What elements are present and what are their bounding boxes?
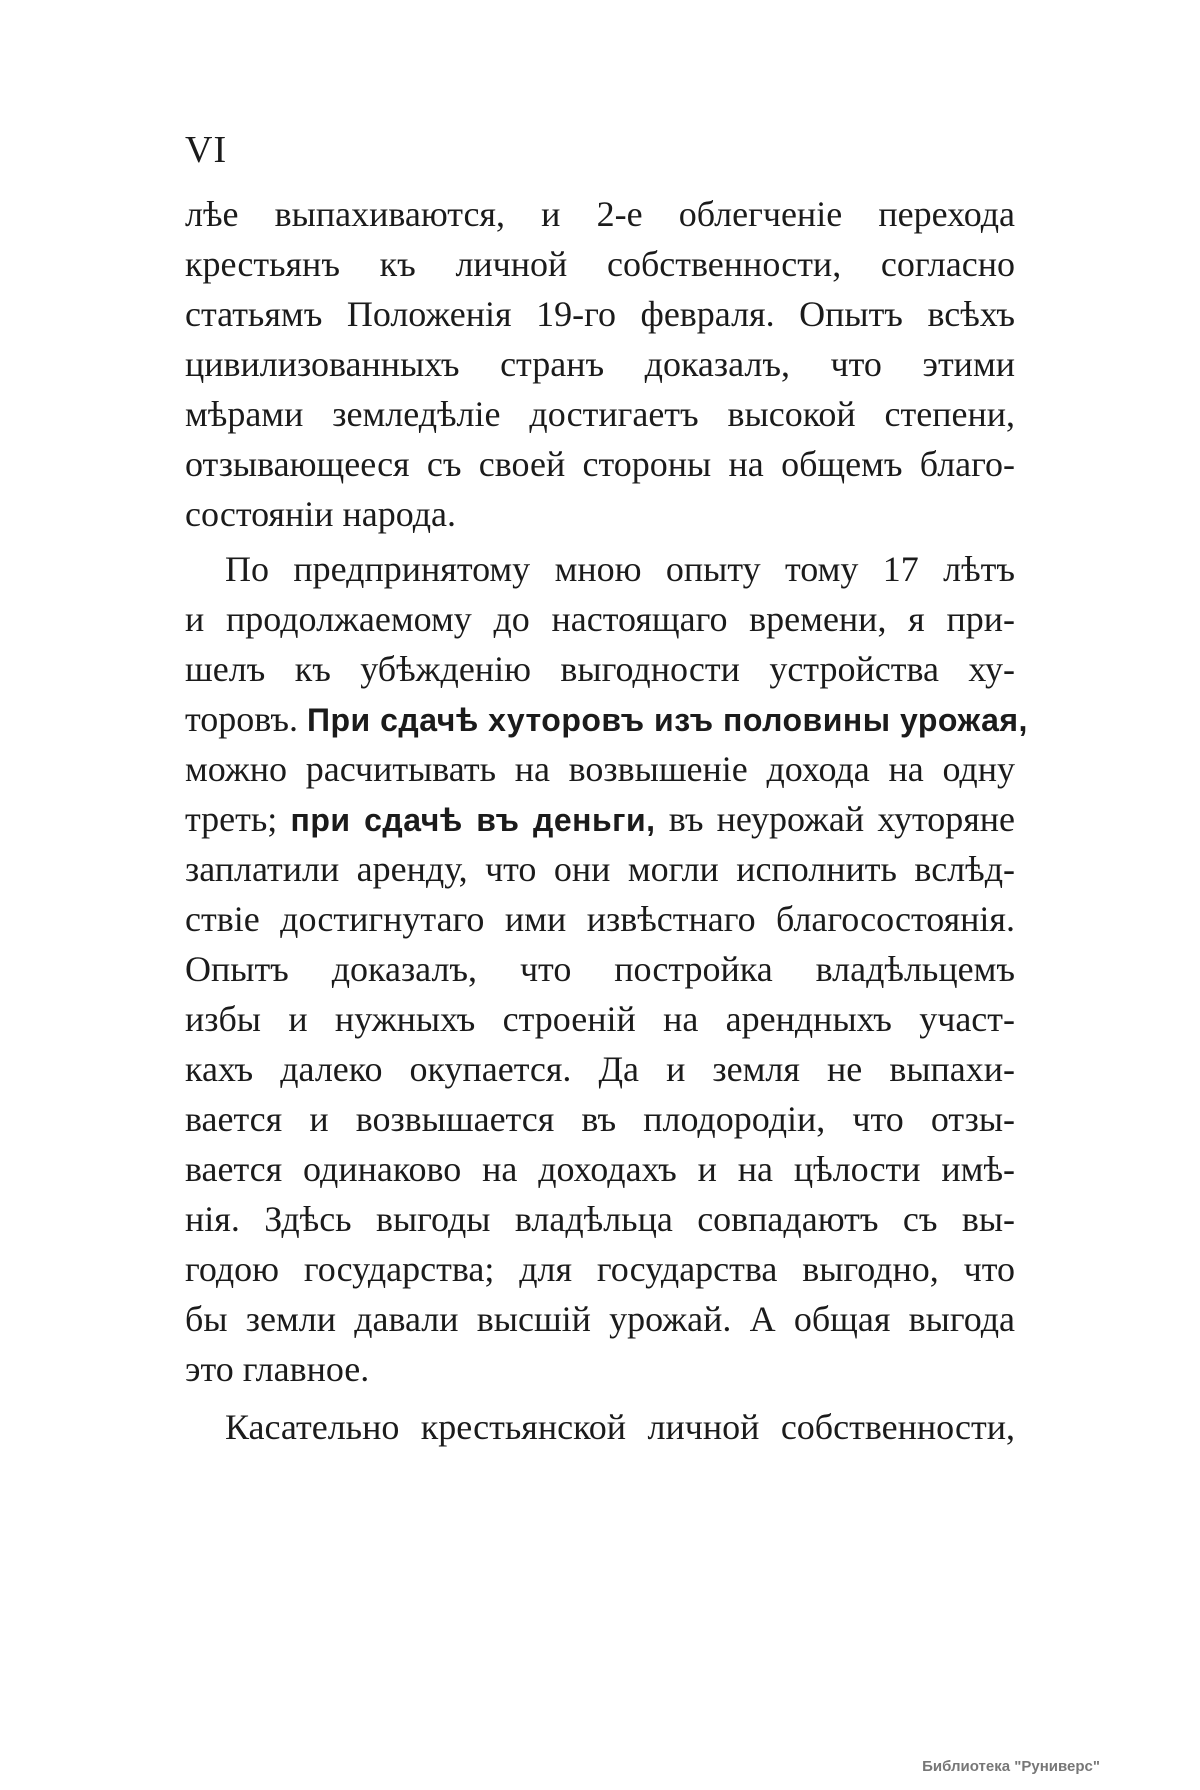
library-watermark: Библиотека "Руниверс" [922,1758,1100,1775]
line-text: кахъ далеко окупается. Да и земля не выпахи- [185,1049,1015,1089]
text-line [185,1295,1015,1343]
text-line [185,1345,1015,1393]
line-text: избы и нужныхъ строеній на арендныхъ участ- [185,999,1015,1039]
line-text: По предпринятому мною опыту тому 17 лѣтъ [225,549,1015,589]
line-text: нія. Здѣсь выгоды владѣльца совпадаютъ съ вы- [185,1199,1015,1239]
text-line [185,895,1015,943]
line-text: статьямъ Положенія 19-го февраля. Опытъ всѣхъ [185,294,1015,334]
text-line [185,945,1015,993]
line-text: крестьянъ къ личной собственности, согласно [185,244,1015,284]
text-line [185,1195,1015,1243]
line-text: и продолжаемому до настоящаго времени, я при- [185,599,1015,639]
line-text: треть; [185,799,278,839]
line-text: цивилизованныхъ странъ доказалъ, что этими [185,344,1015,384]
line-text: годою государства; для государства выгодно, что [185,1249,1015,1289]
line-text: торовъ. [185,699,298,739]
line-text: можно расчитывать на возвышеніе дохода на одну [185,749,1015,789]
line-text: заплатили аренду, что они могли исполнить вслѣд- [185,849,1015,889]
line-text: Опытъ доказалъ, что постройка владѣльцемъ [185,949,1015,989]
text-line [185,240,1015,288]
line-text: вается и возвышается въ плодородіи, что отзы- [185,1099,1015,1139]
text-line [185,190,1015,238]
text-line [185,845,1015,893]
page-number: VI [185,129,228,171]
text-line [185,440,1015,488]
text-line [185,1145,1015,1193]
text-line [185,795,1015,844]
line-text: мѣрами земледѣліе достигаетъ высокой степени, [185,394,1015,434]
text-line [185,340,1015,388]
bold-emphasis: при сдачѣ въ деньги, [290,802,656,838]
line-text: состояніи народа. [185,494,457,534]
line-text: это главное. [185,1349,370,1389]
text-line [225,1403,1015,1451]
line-text: вается одинаково на доходахъ и на цѣлости имѣ- [185,1149,1015,1189]
line-text: въ неурожай хуторяне [668,799,1016,839]
text-line [185,745,1015,793]
text-line [225,545,1015,593]
text-line [185,1045,1015,1093]
text-line [185,595,1015,643]
line-text: лѣе выпахиваются, и 2-е облегченіе перехода [185,194,1015,234]
text-line [185,695,1028,744]
bold-emphasis: При сдачѣ хуторовъ изъ половины урожая, [306,702,1028,738]
line-text: шелъ къ убѣжденію выгодности устройства ху- [185,649,1015,689]
text-line [185,490,1015,538]
text-line [185,390,1015,438]
text-line [185,645,1015,693]
line-text: бы земли давали высшій урожай. А общая выгода [185,1299,1015,1339]
line-text: отзывающееся съ своей стороны на общемъ благо- [185,444,1015,484]
text-line [185,1245,1015,1293]
text-line [185,290,1015,338]
text-line [185,995,1015,1043]
line-text: Касательно крестьянской личной собственности, [225,1407,1015,1447]
line-text: ствіе достигнутаго ими извѣстнаго благосостоянія. [185,899,1015,939]
text-line [185,1095,1015,1143]
